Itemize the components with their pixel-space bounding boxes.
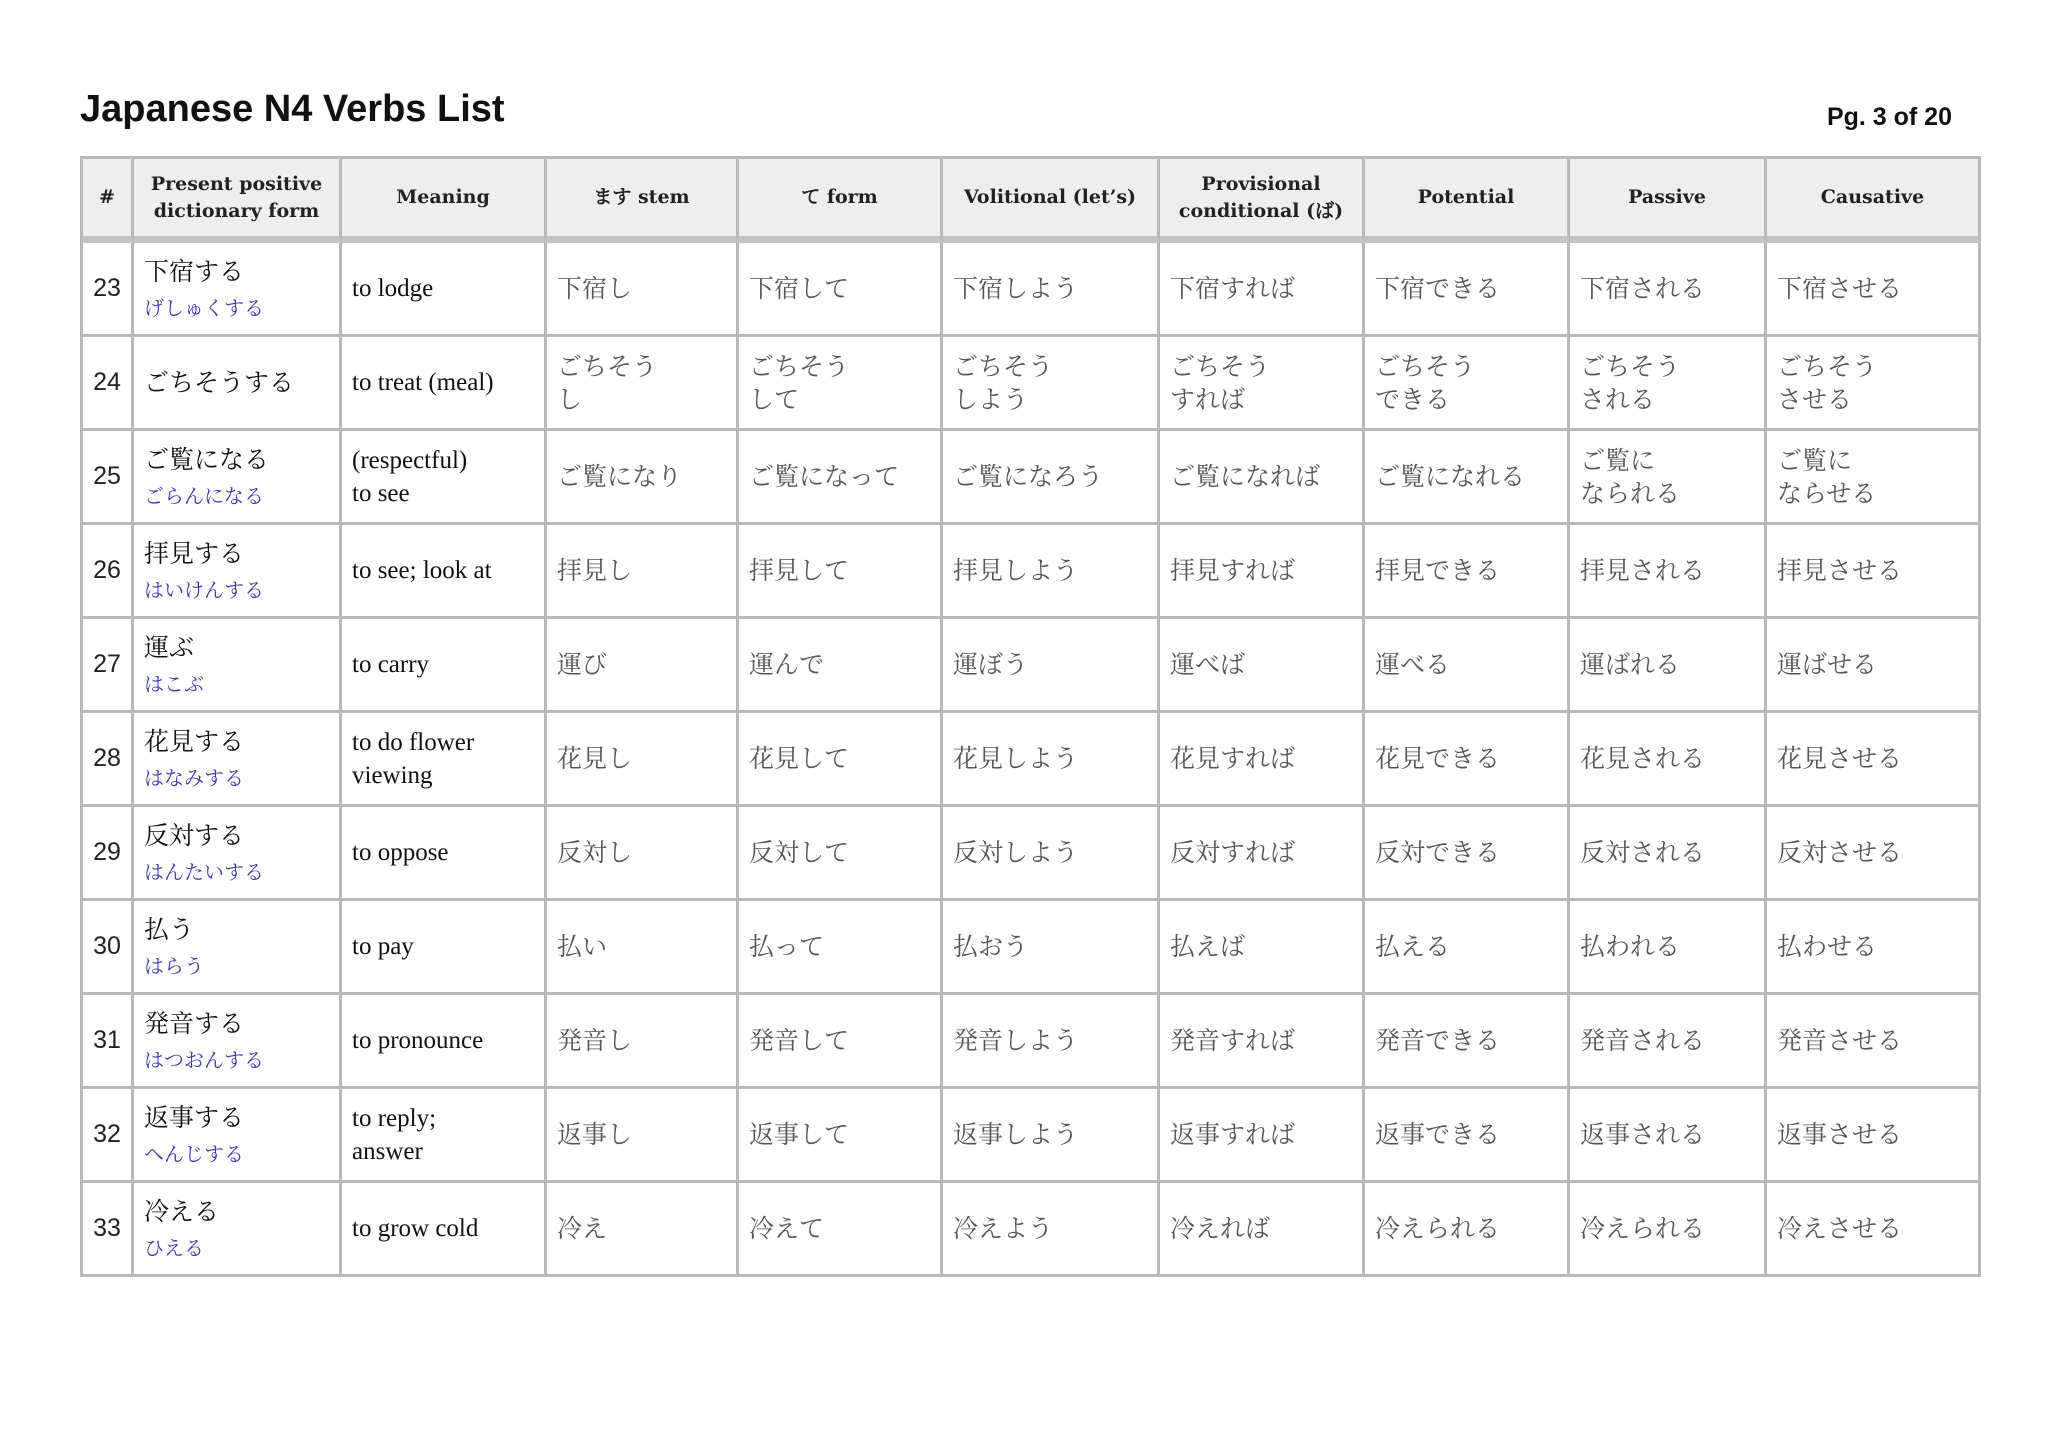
passive-cell: ご覧に なられる	[1570, 431, 1767, 525]
causative-cell: 下宿させる	[1767, 243, 1981, 337]
te-form-cell: 拝見して	[739, 525, 943, 619]
table-row	[83, 243, 1981, 337]
dictionary-form-cell	[134, 901, 342, 995]
kanji-form: 下宿する	[144, 256, 245, 286]
dictionary-form-cell	[134, 337, 342, 431]
conditional-cell: 花見すれば	[1160, 713, 1365, 807]
causative-cell: 拝見させる	[1767, 525, 1981, 619]
dictionary-form-cell	[134, 995, 342, 1089]
kanji-form: 拝見する	[144, 538, 245, 568]
kana-reading: はこぶ	[144, 671, 204, 696]
volitional-cell: 冷えよう	[943, 1183, 1160, 1277]
volitional-cell: 返事しよう	[943, 1089, 1160, 1183]
kana-reading: ひえる	[144, 1235, 204, 1260]
masu-stem-cell: 返事し	[547, 1089, 739, 1183]
meaning-cell: to lodge	[342, 243, 547, 337]
row-number: 25	[83, 431, 134, 525]
kanji-form: ご覧になる	[144, 444, 270, 474]
column-passive-header: Passive	[1570, 159, 1767, 243]
causative-cell: 返事させる	[1767, 1089, 1981, 1183]
kanji-form: 花見する	[144, 726, 245, 756]
kana-reading: ごらんになる	[144, 483, 264, 508]
volitional-cell: 花見しよう	[943, 713, 1160, 807]
masu-stem-cell: 発音し	[547, 995, 739, 1089]
conditional-cell: 発音すれば	[1160, 995, 1365, 1089]
conditional-cell: ご覧になれば	[1160, 431, 1365, 525]
passive-cell: 花見される	[1570, 713, 1767, 807]
potential-cell: 運べる	[1365, 619, 1570, 713]
potential-cell: 冷えられる	[1365, 1183, 1570, 1277]
row-number: 27	[83, 619, 134, 713]
causative-cell: ごちそう させる	[1767, 337, 1981, 431]
kana-reading: はなみする	[144, 765, 244, 790]
te-form-cell: 冷えて	[739, 1183, 943, 1277]
column-meaning-header: Meaning	[342, 159, 547, 243]
volitional-cell: 発音しよう	[943, 995, 1160, 1089]
volitional-cell: ご覧になろう	[943, 431, 1160, 525]
kana-reading: はんたいする	[144, 859, 264, 884]
passive-cell: 冷えられる	[1570, 1183, 1767, 1277]
volitional-cell: 払おう	[943, 901, 1160, 995]
conditional-cell: 返事すれば	[1160, 1089, 1365, 1183]
dictionary-form-cell	[134, 243, 342, 337]
conditional-cell: 冷えれば	[1160, 1183, 1365, 1277]
row-number: 26	[83, 525, 134, 619]
potential-cell: 拝見できる	[1365, 525, 1570, 619]
passive-cell: 反対される	[1570, 807, 1767, 901]
potential-cell: 発音できる	[1365, 995, 1570, 1089]
masu-stem-cell: 冷え	[547, 1183, 739, 1277]
meaning-cell: to oppose	[342, 807, 547, 901]
passive-cell: 返事される	[1570, 1089, 1767, 1183]
kana-reading: はいけんする	[144, 577, 264, 602]
causative-cell: ご覧に ならせる	[1767, 431, 1981, 525]
volitional-cell: ごちそう しよう	[943, 337, 1160, 431]
potential-cell: 下宿できる	[1365, 243, 1570, 337]
table-body	[83, 243, 1981, 1277]
kanji-form: ごちそうする	[144, 367, 295, 397]
meaning-cell: to do flower viewing	[342, 713, 547, 807]
te-form-cell: 反対して	[739, 807, 943, 901]
meaning-cell: to pay	[342, 901, 547, 995]
meaning-cell: to reply; answer	[342, 1089, 547, 1183]
row-number: 32	[83, 1089, 134, 1183]
column-dictionary-form-header: Present positive dictionary form	[134, 159, 342, 243]
conditional-cell: 拝見すれば	[1160, 525, 1365, 619]
volitional-cell: 下宿しよう	[943, 243, 1160, 337]
passive-cell: 運ばれる	[1570, 619, 1767, 713]
column-potential-header: Potential	[1365, 159, 1570, 243]
kana-reading: はらう	[144, 953, 204, 978]
te-form-cell: ごちそう して	[739, 337, 943, 431]
conditional-cell: 反対すれば	[1160, 807, 1365, 901]
masu-stem-cell: 払い	[547, 901, 739, 995]
verbs-table	[80, 156, 1981, 1277]
causative-cell: 冷えさせる	[1767, 1183, 1981, 1277]
potential-cell: 反対できる	[1365, 807, 1570, 901]
volitional-cell: 拝見しよう	[943, 525, 1160, 619]
passive-cell: 払われる	[1570, 901, 1767, 995]
row-number: 33	[83, 1183, 134, 1277]
te-form-cell: ご覧になって	[739, 431, 943, 525]
te-form-cell: 払って	[739, 901, 943, 995]
causative-cell: 運ばせる	[1767, 619, 1981, 713]
passive-cell: 拝見される	[1570, 525, 1767, 619]
meaning-cell: to grow cold	[342, 1183, 547, 1277]
te-form-cell: 返事して	[739, 1089, 943, 1183]
table-row	[83, 713, 1981, 807]
table-row	[83, 1089, 1981, 1183]
meaning-cell: to treat (meal)	[342, 337, 547, 431]
row-number: 28	[83, 713, 134, 807]
causative-cell: 反対させる	[1767, 807, 1981, 901]
te-form-cell: 花見して	[739, 713, 943, 807]
potential-cell: 払える	[1365, 901, 1570, 995]
kanji-form: 反対する	[144, 820, 245, 850]
page-title: Japanese N4 Verbs List	[80, 88, 505, 130]
causative-cell: 花見させる	[1767, 713, 1981, 807]
kanji-form: 返事する	[144, 1102, 245, 1132]
table-header	[83, 159, 1981, 243]
potential-cell: 花見できる	[1365, 713, 1570, 807]
passive-cell: 発音される	[1570, 995, 1767, 1089]
dictionary-form-cell	[134, 431, 342, 525]
causative-cell: 発音させる	[1767, 995, 1981, 1089]
masu-stem-cell: 反対し	[547, 807, 739, 901]
table-row	[83, 337, 1981, 431]
kana-reading: はつおんする	[144, 1047, 264, 1072]
conditional-cell: 払えば	[1160, 901, 1365, 995]
dictionary-form-cell	[134, 1089, 342, 1183]
potential-cell: ごちそう できる	[1365, 337, 1570, 431]
dictionary-form-cell	[134, 1183, 342, 1277]
causative-cell: 払わせる	[1767, 901, 1981, 995]
te-form-cell: 運んで	[739, 619, 943, 713]
dictionary-form-cell	[134, 619, 342, 713]
volitional-cell: 運ぼう	[943, 619, 1160, 713]
masu-stem-cell: ごちそう し	[547, 337, 739, 431]
row-number: 23	[83, 243, 134, 337]
conditional-cell: ごちそう すれば	[1160, 337, 1365, 431]
row-number: 31	[83, 995, 134, 1089]
column-volitional-header: Volitional (let’s)	[943, 159, 1160, 243]
potential-cell: 返事できる	[1365, 1089, 1570, 1183]
meaning-cell: to see; look at	[342, 525, 547, 619]
kanji-form: 払う	[144, 914, 195, 944]
row-number: 24	[83, 337, 134, 431]
kana-reading: げしゅくする	[144, 295, 264, 320]
masu-stem-cell: ご覧になり	[547, 431, 739, 525]
table-row	[83, 619, 1981, 713]
page-indicator: Pg. 3 of 20	[1826, 103, 1952, 131]
table-row	[83, 525, 1981, 619]
dictionary-form-cell	[134, 807, 342, 901]
dictionary-form-cell	[134, 713, 342, 807]
potential-cell: ご覧になれる	[1365, 431, 1570, 525]
meaning-cell: (respectful) to see	[342, 431, 547, 525]
row-number: 29	[83, 807, 134, 901]
column-masu-stem-header: ます stem	[547, 159, 739, 243]
table-row	[83, 995, 1981, 1089]
table-row	[83, 807, 1981, 901]
meaning-cell: to pronounce	[342, 995, 547, 1089]
header-row	[83, 159, 1981, 243]
passive-cell: ごちそう される	[1570, 337, 1767, 431]
table-row	[83, 431, 1981, 525]
masu-stem-cell: 下宿し	[547, 243, 739, 337]
conditional-cell: 下宿すれば	[1160, 243, 1365, 337]
kanji-form: 冷える	[144, 1196, 220, 1226]
kanji-form: 運ぶ	[144, 632, 195, 662]
kana-reading: へんじする	[144, 1141, 244, 1166]
column-provisional-conditional-header: Provisional conditional (ば)	[1160, 159, 1365, 243]
table-row	[83, 901, 1981, 995]
masu-stem-cell: 運び	[547, 619, 739, 713]
conditional-cell: 運べば	[1160, 619, 1365, 713]
column-te-form-header: て form	[739, 159, 943, 243]
meaning-cell: to carry	[342, 619, 547, 713]
volitional-cell: 反対しよう	[943, 807, 1160, 901]
kanji-form: 発音する	[144, 1008, 245, 1038]
te-form-cell: 発音して	[739, 995, 943, 1089]
masu-stem-cell: 花見し	[547, 713, 739, 807]
masu-stem-cell: 拝見し	[547, 525, 739, 619]
te-form-cell: 下宿して	[739, 243, 943, 337]
dictionary-form-cell	[134, 525, 342, 619]
column-number-header: #	[83, 159, 134, 243]
passive-cell: 下宿される	[1570, 243, 1767, 337]
row-number: 30	[83, 901, 134, 995]
table-row	[83, 1183, 1981, 1277]
column-causative-header: Causative	[1767, 159, 1981, 243]
